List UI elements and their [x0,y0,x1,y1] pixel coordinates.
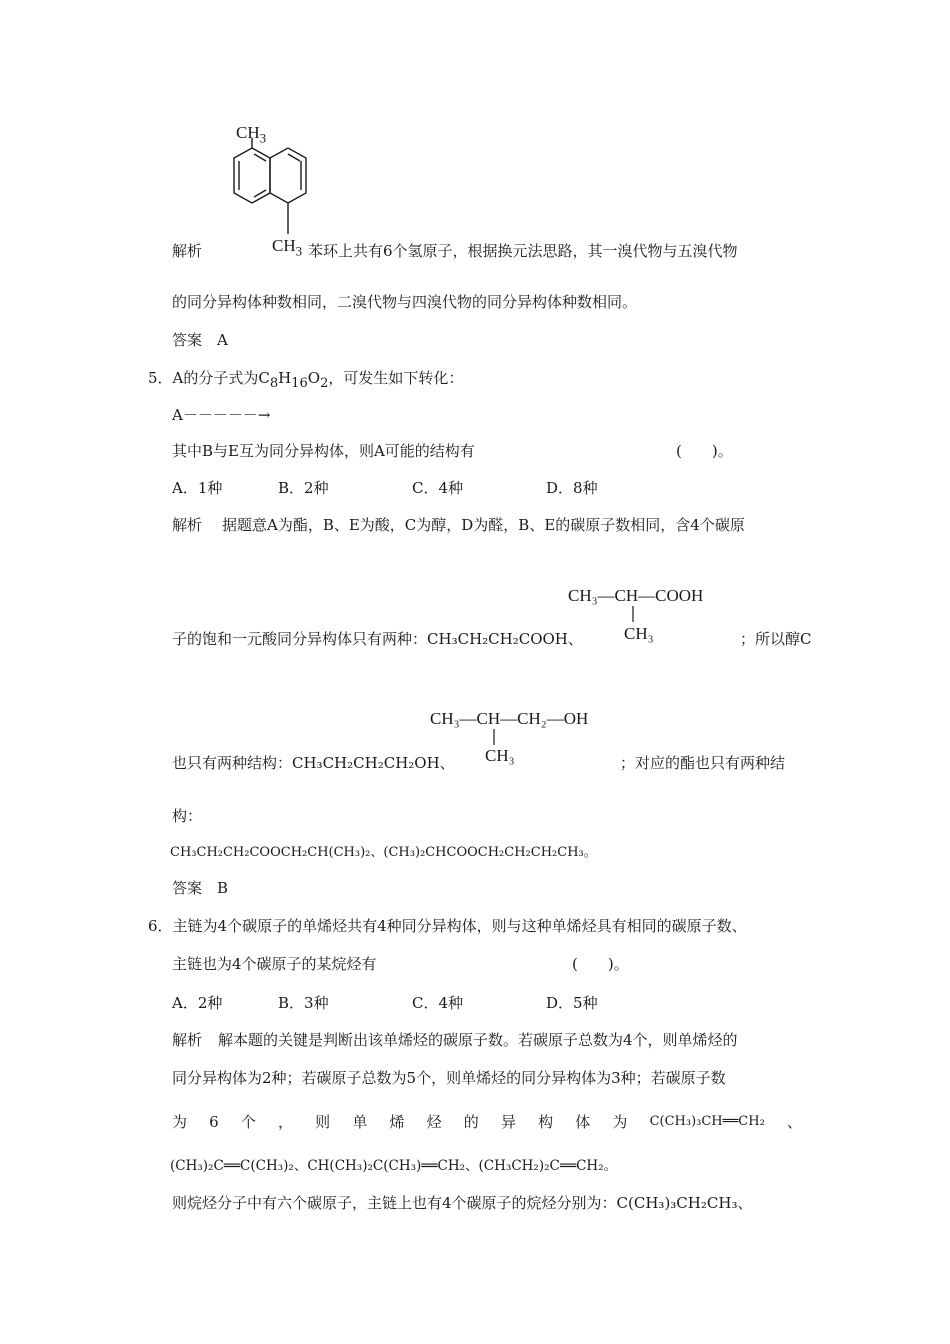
q6-analysis3-word: 体 [575,1113,591,1131]
q4-analysis-label: 解析 [172,242,203,260]
struct2-main: CH₃—CH—CH₂—OH [430,709,589,728]
q5-esters: CH₃CH₂CH₂COOCH₂CH(CH₃)₂、(CH₃)₂CHCOOCH₂CH₂CH₂CH₃。 [170,845,597,860]
q6-analysis3-word: 构 [538,1113,554,1131]
q6-stem2: 主链也为4个碳原子的某烷烃有 [172,955,377,973]
struct1-main: CH₃—CH—COOH [568,586,704,605]
q6-option-d: D．5种 [546,994,598,1012]
q6-analysis3-word: 为 [172,1113,188,1131]
q5-scheme: A－－－－－→ [172,406,271,424]
q6-analysis3-word: ， [278,1113,294,1131]
q6-analysis3-word: 的 [463,1113,479,1131]
q6-analysis3-word: 单 [352,1113,368,1131]
struct2-branch: CH₃ [485,746,515,765]
q5-analysis4: 构： [172,807,203,825]
q4-analysis-text2: 的同分异构体种数相同，二溴代物与四溴代物的同分异构体种数相同。 [172,293,638,311]
q6-analysis5: 则烷烃分子中有六个碳原子，主链上也有4个碳原子的烷烃分别为：C(CH₃)₃CH₂CH₃、 [172,1194,753,1212]
bottom-methyl: $CH_3$ [272,236,303,259]
q5-option-b: B．2种 [278,479,329,497]
q6-analysis1: 解本题的关键是判断出该单烯烃的碳原子数。若碳原子总数为4个，则单烯烃的 [218,1031,738,1049]
q5-analysis2-end: ；所以醇C [740,630,812,648]
q5-stem: 5．A的分子式为$C_8H_{16}O_2$，可发生如下转化： [148,369,464,391]
q5-analysis2: 子的饱和一元酸同分异构体只有两种：CH₃CH₂CH₂COOH、 [172,630,583,648]
q6-analysis3-word: 为 [612,1113,628,1131]
q4-answer: 答案 A [172,331,228,349]
q5-line2: 其中B与E互为同分异构体，则A可能的结构有 [172,442,475,460]
q6-analysis3-word: 异 [500,1113,516,1131]
q5-analysis3-end: ；对应的酯也只有两种结 [620,754,786,772]
q5-option-a: A．1种 [172,479,223,497]
q6-stem1: 6．主链为4个碳原子的单烯烃共有4种同分异构体，则与这种单烯烃具有相同的碳原子数、 [148,917,747,935]
q5-option-c: C．4种 [412,479,464,497]
q5-analysis-label: 解析 [172,516,203,534]
q5-answer: 答案 B [172,879,229,897]
q6-analysis3-word: 则 [315,1113,331,1131]
struct1-branch: CH₃ [624,624,654,643]
q5-option-d: D．8种 [546,479,598,497]
q6-analysis-label: 解析 [172,1031,203,1049]
top-methyl: $CH_3$ [236,123,267,146]
q6-analysis3-word: C(CH₃)₃CH══CH₂ [649,1114,765,1129]
q5-paren: ( )。 [676,442,733,460]
q6-analysis3-word: 烃 [426,1113,442,1131]
q6-analysis3-word: 个 [240,1113,256,1131]
q6-paren: ( )。 [572,955,629,973]
q4-analysis-text1: 苯环上共有6个氢原子，根据换元法思路，其一溴代物与五溴代物 [308,242,738,260]
q6-analysis3-word: 6 [209,1113,219,1131]
q6-analysis3-word: 烯 [389,1113,405,1131]
q6-analysis3 [172,1112,802,1132]
q6-analysis3-word: 、 [786,1113,802,1131]
q5-analysis1: 据题意A为酯，B、E为酸，C为醇，D为醛，B、E的碳原子数相同，含4个碳原 [222,516,745,534]
q6-option-b: B．3种 [278,994,329,1012]
q6-analysis4: (CH₃)₂C══C(CH₃)₂、CH(CH₃)₂C(CH₃)══CH₂、(CH₃CH₂)₂C══CH₂。 [170,1158,618,1174]
q5-analysis3: 也只有两种结构：CH₃CH₂CH₂CH₂OH、 [172,754,455,772]
q6-option-a: A．2种 [172,994,223,1012]
q6-option-c: C．4种 [412,994,464,1012]
q6-analysis2: 同分异构体为2种；若碳原子总数为5个，则单烯烃的同分异构体为3种；若碳原子数 [172,1069,726,1087]
